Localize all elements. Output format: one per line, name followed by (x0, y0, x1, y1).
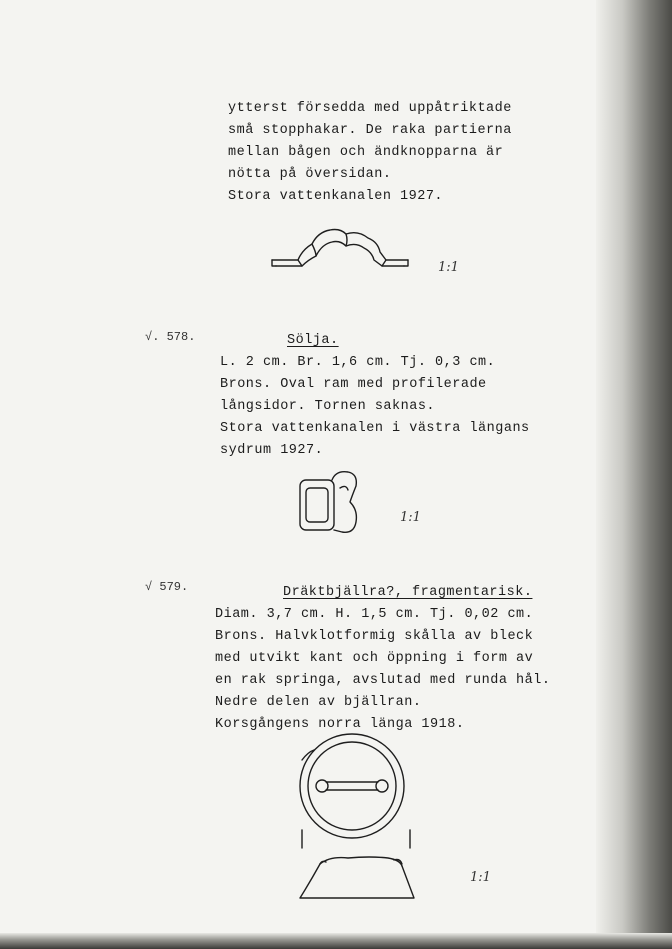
buckle-profile-drawing (268, 222, 418, 274)
entry-579-title: Dräktbjällra?, fragmentarisk. (283, 585, 533, 600)
entry-579-line-4: en rak springa, avslutad med runda hål. (215, 673, 551, 688)
scale-label-579: 1:1 (470, 870, 491, 885)
entry-579-line-3: med utvikt kant och öppning i form av (215, 651, 534, 666)
catalog-number-578: √. 578. (145, 330, 196, 344)
entry-579-line-5: Nedre delen av bjällran. (215, 695, 422, 710)
entry-578-line-3: långsidor. Tornen saknas. (220, 399, 436, 414)
scale-label-intro: 1:1 (438, 260, 459, 275)
entry-578-title: Sölja. (287, 333, 339, 348)
intro-line-4: nötta på översidan. (228, 167, 392, 182)
entry-578-line-4: Stora vattenkanalen i västra längans (220, 421, 530, 436)
catalog-number-579: √ 579. (145, 580, 189, 594)
entry-579-line-2: Brons. Halvklotformig skålla av bleck (215, 629, 534, 644)
intro-line-3: mellan bågen och ändknopparna är (228, 145, 504, 160)
intro-line-5: Stora vattenkanalen 1927. (228, 189, 444, 204)
page-edge-shadow (596, 0, 672, 949)
bell-side-view-drawing (290, 830, 430, 910)
intro-line-1: ytterst försedda med uppåtriktade (228, 101, 512, 116)
entry-578-line-5: sydrum 1927. (220, 443, 324, 458)
scale-label-578: 1:1 (400, 510, 421, 525)
entry-579-line-1: Diam. 3,7 cm. H. 1,5 cm. Tj. 0,02 cm. (215, 607, 534, 622)
intro-line-2: små stopphakar. De raka partierna (228, 123, 512, 138)
entry-578-line-1: L. 2 cm. Br. 1,6 cm. Tj. 0,3 cm. (220, 355, 496, 370)
buckle-drawing (296, 466, 366, 538)
entry-578-line-2: Brons. Oval ram med profilerade (220, 377, 487, 392)
page-bottom-edge (0, 933, 672, 949)
entry-579-line-6: Korsgångens norra länga 1918. (215, 717, 465, 732)
